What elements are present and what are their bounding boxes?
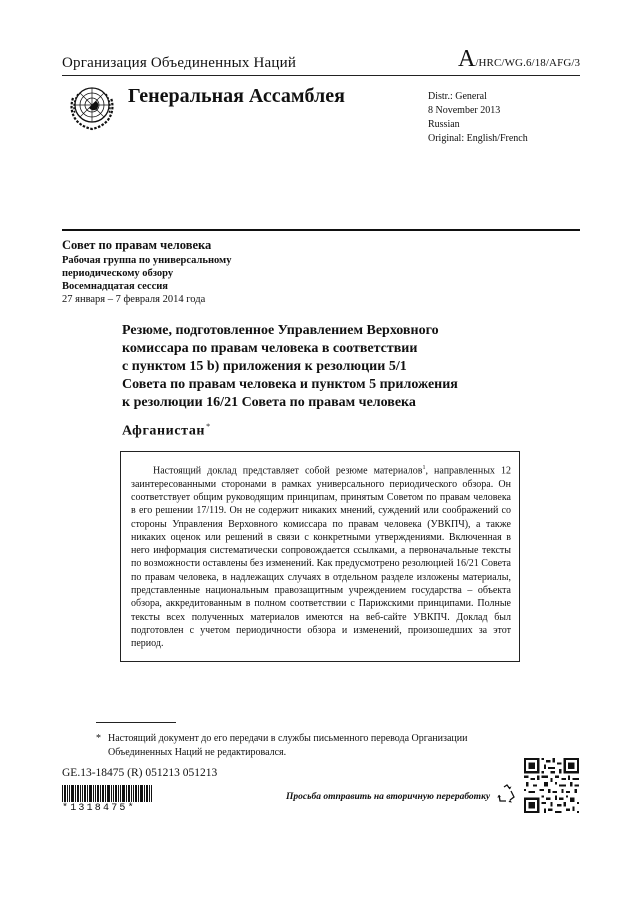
symbol-code: /HRC/WG.6/18/AFG/3 (475, 57, 581, 69)
distr-line: Distr.: General (428, 91, 487, 102)
footnote-mark: * (96, 733, 101, 744)
working-group-line1: Рабочая группа по универсальному (62, 255, 232, 266)
title-line: Резюме, подготовленное Управлением Верховного (122, 323, 439, 338)
summary-footnote-ref: 1 (422, 465, 426, 471)
qr-code-icon (524, 758, 579, 813)
symbol-letter: A (458, 46, 476, 72)
distribution-info (428, 90, 528, 146)
council-name: Совет по правам человека (62, 238, 212, 252)
summary-box (120, 451, 520, 662)
general-assembly-title: Генеральная Ассамблея (128, 85, 345, 107)
document-symbol (458, 48, 580, 74)
title-line: комиссара по правам человека в соответствии (122, 341, 418, 356)
distr-original: Original: English/French (428, 133, 528, 144)
footnote-rule (96, 722, 176, 723)
summary-text-start: Настоящий доклад представляет собой резюме материалов (153, 465, 423, 477)
summary-text (131, 462, 511, 650)
distr-date: 8 November 2013 (428, 105, 501, 116)
country-heading (122, 422, 211, 440)
summary-text-rest: , направленных 12 заинтересованными сторонами в рамках универсального периодического обзора. Он соответствует общим руководящим принципам, принятым Советом по правам человека в его решении 17/119. Он не содержит никаких мнений, суждений или соображений со стороны Управления Верховного комиссара по правам человека (УВКПЧ), а также никаких оценок или решений в связи с конкретными утверждениями. Включенная в него информация систематически сопровождается ссылками, а первоначальные тексты по возможности оставлены без изменений. Как предусмотрено резолюцией 16/21 Совета по правам человека, в надлежащих случаях в отдельном разделе изложены материалы, представленные национальным правозащитным учреждением государства – объекта обзора, аккредитованным в полном соответствии с Парижскими принципами. Полные тексты всех полученных материалов имеются на веб-сайте УВКПЧ. Доклад был подготовлен с учетом периодичности обзора и изменений, произошедших за этот период. (131, 465, 511, 650)
country-footnote-mark: * (206, 422, 211, 431)
job-number: GE.13-18475 (R) 051213 051213 (62, 767, 218, 779)
report-title (122, 322, 522, 412)
footnote-line2: Объединенных Наций не редактировался. (108, 747, 287, 758)
footnote-line1: Настоящий документ до его передачи в службы письменного перевода Организации (108, 733, 468, 744)
session-name: Восемнадцатая сессия (62, 281, 168, 292)
working-group-line2: периодическому обзору (62, 268, 174, 279)
council-block (62, 239, 231, 306)
barcode-icon (62, 785, 152, 802)
barcode-number: *1318475* (62, 803, 136, 814)
recycle-notice: Просьба отправить на вторичную переработку (286, 792, 491, 802)
title-line: с пунктом 15 b) приложения к резолюции 5/1 (122, 359, 407, 374)
title-line: к резолюции 16/21 Совета по правам человека (122, 395, 416, 410)
un-emblem-icon (66, 80, 118, 132)
distr-language: Russian (428, 119, 460, 130)
header-rule (62, 75, 580, 76)
footnote (96, 732, 508, 760)
organization-name: Организация Объединенных Наций (62, 55, 297, 71)
title-line: Совета по правам человека и пунктом 5 приложения (122, 377, 458, 392)
session-dates: 27 января – 7 февраля 2014 года (62, 294, 206, 305)
recycle-icon (496, 783, 518, 805)
country-name: Афганистан (122, 423, 206, 439)
header-separator (62, 229, 580, 231)
